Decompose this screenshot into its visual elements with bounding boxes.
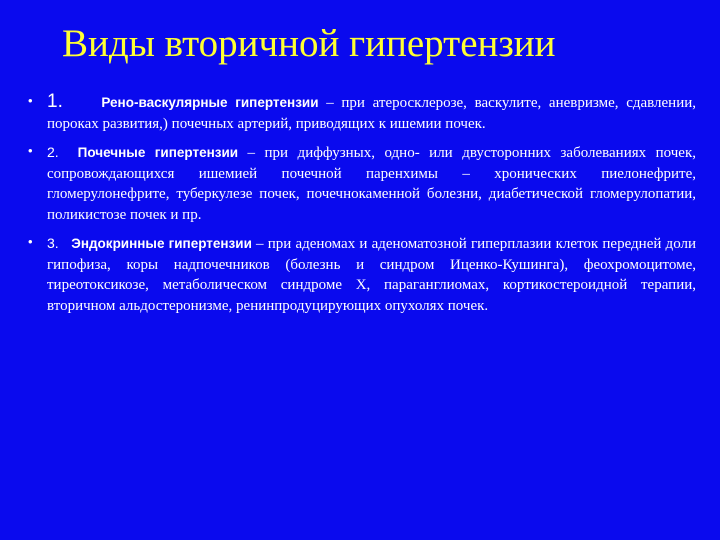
item-number: 3. — [47, 235, 59, 251]
list-item-renal — [28, 142, 696, 225]
item-number: 2. — [47, 144, 59, 160]
bullet-icon: • — [28, 234, 33, 249]
list-item-endocrine — [28, 233, 696, 316]
list-item-renovascular — [28, 92, 696, 134]
item-term: Почечные гипертензии — [77, 145, 239, 160]
bullet-icon: • — [28, 143, 33, 158]
slide-title: Виды вторичной гипертензии — [62, 22, 556, 65]
item-text: – при аденомах и аденоматозной гиперплазии клеток передней доли гипофиза, коры надпочечников (болезнь и синдром Иценко-Кушинга), феохромоцитоме, тиреотоксикозе, метаболическом синдроме X, параганглиомах, кортикостероидной терапии, вторичном альдостеронизме, ренинпродуцирующих опухолях почек. — [47, 236, 697, 314]
item-term: Рено-васкулярные гипертензии — [101, 95, 319, 110]
item-term: Эндокринные гипертензии — [71, 236, 252, 251]
bullet-list — [28, 92, 696, 324]
bullet-icon: • — [28, 93, 33, 108]
item-text: – при диффузных, одно- или двусторонних заболеваниях почек, сопровождающихся ишемией почечной паренхимы – хронических пиелонефрите, гломерулонефрите, туберкулезе почек, почечнокаменной болезни, диабетической гломерулопатии, поликистозе почек и пр. — [47, 145, 697, 223]
item-text: – при атеросклерозе, васкулите, аневризме, сдавлении, пороках развития,) почечных артерий, приводящих к ишемии почек. — [47, 95, 696, 132]
item-number: 1. — [47, 91, 63, 112]
